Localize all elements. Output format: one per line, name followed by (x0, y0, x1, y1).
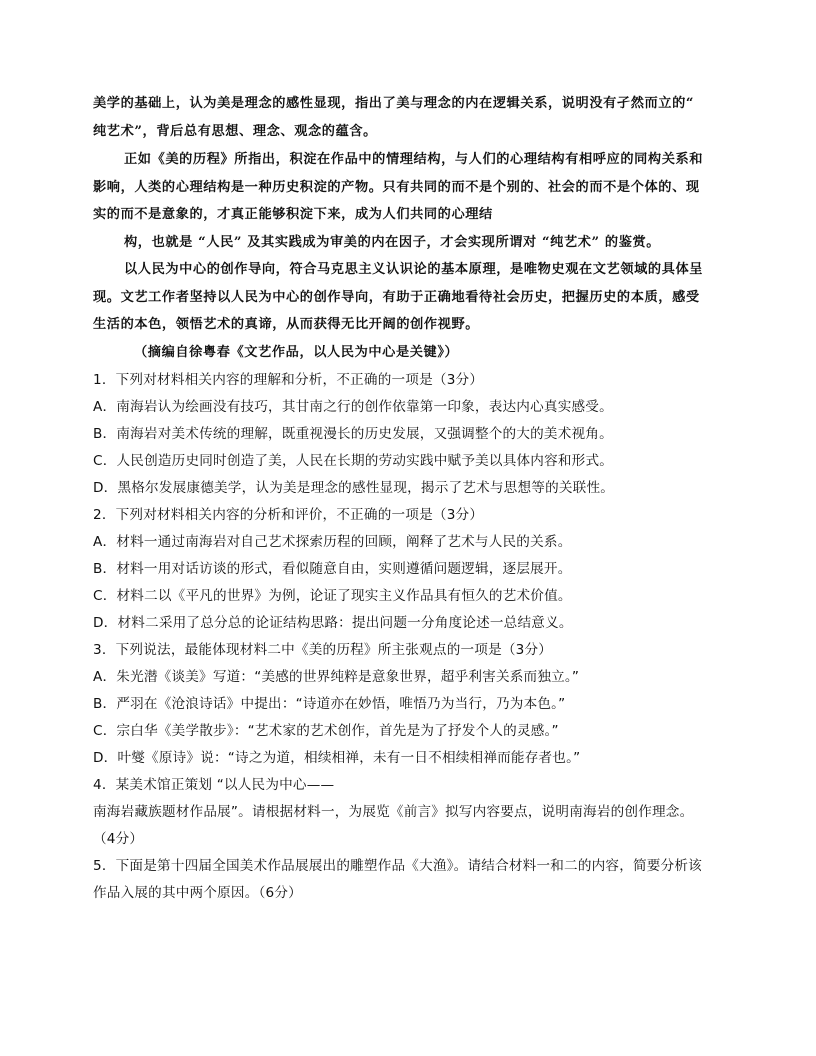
question-stem: 1．下列对材料相关内容的理解和分析，不正确的一项是（3分） (93, 372, 484, 388)
question-option: B．严羽在《沧浪诗话》中提出：“诗道亦在妙悟，唯悟乃为当行，乃为本色。” (93, 696, 566, 712)
question-option: C．宗白华《美学散步》：“艺术家的艺术创作，首先是为了抒发个人的灵感。” (93, 723, 559, 739)
question-option: A．南海岩认为绘画没有技巧，其甘南之行的创作依靠第一印象，表达内心真实感受。 (93, 399, 613, 415)
question-stem: 南海岩藏族题材作品展”。请根据材料一，为展览《前言》拟写内容要点，说明南海岩的创作理念。 (93, 804, 694, 820)
question-option: D．黑格尔发展康德美学，认为美是理念的感性显现，揭示了艺术与思想等的关联性。 (93, 480, 615, 496)
passage-line: 实的而不是意象的，才真正能够积淀下来，成为人们共同的心理结 (93, 207, 493, 222)
passage-line: 构，也就是 “人民” 及其实践成为审美的内在因子，才会实现所谓对 “纯艺术” 的鉴赏。 (124, 235, 661, 250)
passage-line: 正如《美的历程》所指出，积淀在作品中的情理结构，与人们的心理结构有相呼应的同构关系和 (124, 152, 704, 167)
question-stem: （4分） (93, 831, 144, 847)
passage-line: 现。文艺工作者坚持以人民为中心的创作导向，有助于正确地看待社会历史，把握历史的本质，感受 (93, 290, 700, 305)
question-option: A．材料一通过南海岩对自己艺术探索历程的回顾，阐释了艺术与人民的关系。 (93, 534, 572, 550)
passage-line: 影响，人类的心理结构是一种历史积淀的产物。只有共同的而不是个别的、社会的而不是个体的、现 (93, 180, 700, 195)
question-stem: 5．下面是第十四届全国美术作品展展出的雕塑作品《大渔》。请结合材料一和二的内容，简要分析该 (93, 858, 702, 874)
passage-source: （摘编自徐粤春《文艺作品，以人民为中心是关键》） (134, 345, 459, 360)
question-option: A．朱光潜《谈美》写道：“美感的世界纯粹是意象世界，超乎利害关系而独立。” (93, 669, 580, 685)
question-option: D．叶燮《原诗》说：“诗之为道，相续相禅，未有一日不相续相禅而能存者也。” (93, 750, 581, 766)
question-option: D．材料二采用了总分总的论证结构思路：提出问题一分角度论述一总结意义。 (93, 615, 573, 631)
passage-line: 生活的本色，领悟艺术的真谛，从而获得无比开阔的创作视野。 (93, 317, 480, 332)
question-stem: 4．某美术馆正策划 “以人民为中心—— (93, 777, 335, 793)
passage-line: 以人民为中心的创作导向，符合马克思主义认识论的基本原理，是唯物史观在文艺领域的具体呈 (124, 262, 704, 277)
question-option: B．材料一用对话访谈的形式，看似随意自由，实则遵循问题逻辑，逐层展开。 (93, 561, 572, 577)
question-option: B．南海岩对美术传统的理解，既重视漫长的历史发展，又强调整个的大的美术视角。 (93, 426, 613, 442)
question-stem: 3．下列说法，最能体现材料二中《美的历程》所主张观点的一项是（3分） (93, 642, 553, 658)
question-stem: 2．下列对材料相关内容的分析和评价，不正确的一项是（3分） (93, 507, 484, 523)
question-option: C．材料二以《平凡的世界》为例，论证了现实主义作品具有恒久的艺术价值。 (93, 588, 572, 604)
passage-line: 美学的基础上，认为美是理念的感性显现，指出了美与理念的内在逻辑关系，说明没有孑然而立的“ (93, 96, 695, 111)
passage-line: 纯艺术”，背后总有思想、理念、观念的蕴含。 (93, 124, 377, 139)
question-option: C．人民创造历史同时创造了美，人民在长期的劳动实践中赋予美以具体内容和形式。 (93, 453, 614, 469)
question-stem: 作品入展的其中两个原因。（6分） (93, 885, 302, 901)
